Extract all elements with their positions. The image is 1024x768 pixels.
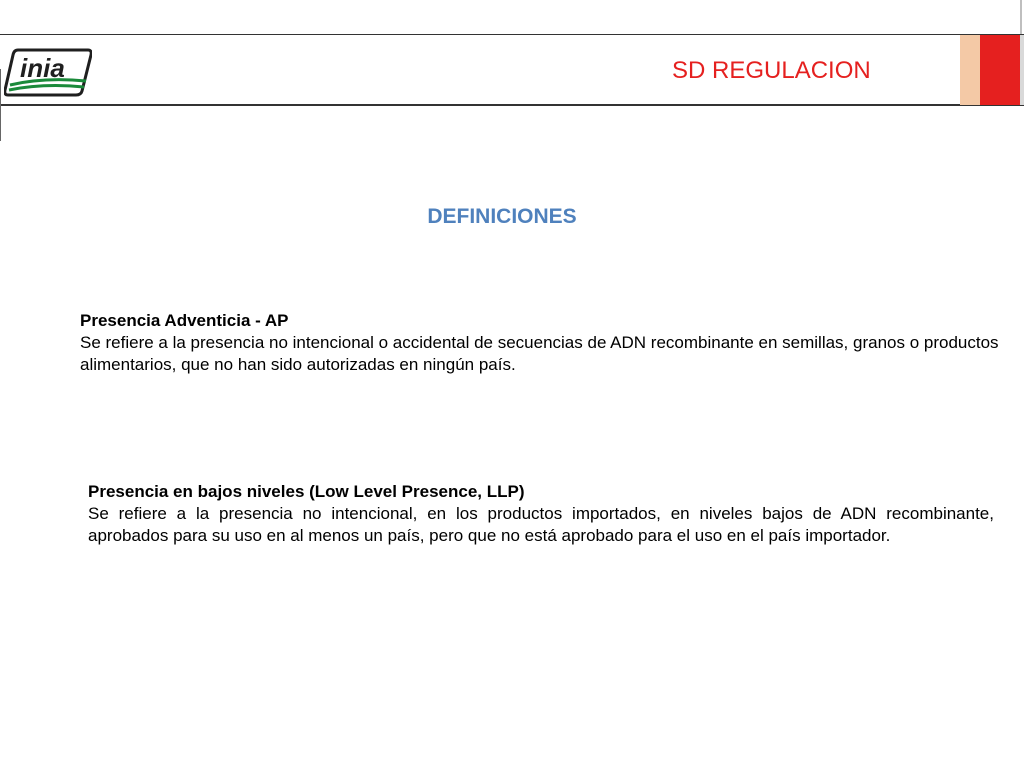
- definition-block: [80, 310, 1000, 376]
- inia-logo: [4, 47, 92, 97]
- definition-description: Se refiere a la presencia no intencional o accidental de secuencias de ADN recombinante en semillas, granos o productos alimentarios, que no han sido autorizadas en ningún país.: [80, 333, 999, 374]
- definition-description: Se refiere a la presencia no intencional, en los productos importados, en niveles bajos de ADN recombinante, aprobados para su uso en al menos un país, pero que no está aprobado para el uso en el país importador.: [88, 504, 994, 545]
- logo-wordmark: inia: [20, 53, 65, 83]
- definition-term: Presencia Adventicia - AP: [80, 311, 289, 330]
- accent-block-red: [980, 35, 1020, 105]
- section-title: DEFINICIONES: [427, 205, 577, 228]
- page-title: SD REGULACION: [672, 57, 871, 84]
- definition-term: Presencia en bajos niveles (Low Level Presence, LLP): [88, 482, 525, 501]
- accent-block-gray: [1020, 35, 1024, 105]
- header-top-strip: [0, 0, 1022, 34]
- accent-block-peach: [960, 35, 980, 105]
- header-bar: [0, 34, 1024, 106]
- header-left-edge: [0, 69, 1, 141]
- definition-block: [88, 481, 994, 547]
- inia-logo-icon: [4, 47, 92, 97]
